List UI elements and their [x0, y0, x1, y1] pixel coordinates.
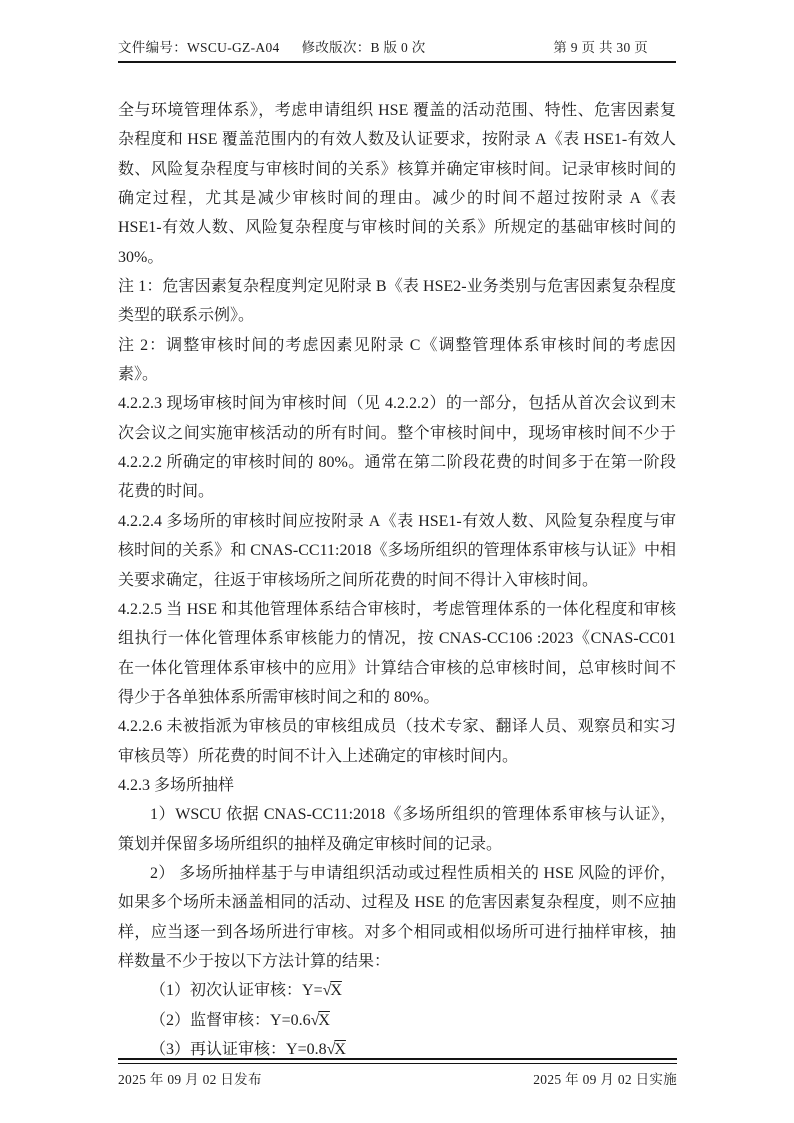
formula-label: （2）监督审核：	[150, 1011, 271, 1029]
sqrt-sign: √	[322, 982, 332, 1000]
release-date: 2025 年 09 月 02 日发布	[118, 1072, 262, 1087]
sqrt-sign: √	[310, 1011, 320, 1029]
page-header	[118, 36, 676, 63]
sqrt-radicand: X	[330, 982, 342, 1000]
paragraph-continuation: 全与环境管理体系》，考虑申请组织 HSE 覆盖的活动范围、特性、危害因素复杂程度和 HSE 覆盖范围内的有效人数及认证要求，按附录 A《表 HSE1-有效人数、风险复杂程度与审核时间的关系》核算并确定审核时间。记录审核时间的确定过程，尤其是减少审核时间的理由。减少的时间不超过按附录 A《表 HSE1-有效人数、风险复杂程度与审核时间的关系》所规定的基础审核时间的 30%。	[118, 102, 676, 266]
note-1: 注 1：危害因素复杂程度判定见附录 B《表 HSE2-业务类别与危害因素复杂程度类型的联系示例》。	[118, 278, 676, 325]
footer-rule	[118, 1058, 677, 1064]
header-rule	[118, 61, 676, 63]
doc-number: 文件编号：WSCU-GZ-A04	[118, 40, 280, 55]
clause-4-2-2-3: 4.2.2.3 现场审核时间为审核时间（见 4.2.2.2）的一部分，包括从首次会议到末次会议之间实施审核活动的所有时间。整个审核时间中，现场审核时间不少于 4.2.2.2 所确定的审核时间的 80%。通常在第二阶段花费的时间多于在第一阶段花费的时间。	[118, 395, 676, 501]
formula-lhs: Y=0.8	[286, 1041, 327, 1058]
page-footer	[118, 1068, 677, 1088]
formula-label: （1）初次认证审核：	[150, 982, 303, 1000]
clause-4-2-2-4: 4.2.2.4 多场所的审核时间应按附录 A《表 HSE1-有效人数、风险复杂程度与审核时间的关系》和 CNAS-CC11:2018《多场所组织的管理体系审核与认证》中相关要求确定，往返于审核场所之间所花费的时间不得计入审核时间。	[118, 512, 676, 589]
formula-initial-certification	[118, 976, 676, 1005]
clause-4-2-2-6: 4.2.2.6 未被指派为审核员的审核组成员（技术专家、翻译人员、观察员和实习审核员等）所花费的时间不计入上述确定的审核时间内。	[118, 718, 676, 765]
clause-4-2-3-heading: 4.2.3 多场所抽样	[118, 776, 235, 794]
list-item-1: 1）WSCU 依据 CNAS-CC11:2018《多场所组织的管理体系审核与认证》，策划并保留多场所组织的抽样及确定审核时间的记录。	[118, 806, 676, 853]
list-item-2: 2） 多场所抽样基于与申请组织活动或过程性质相关的 HSE 风险的评价，如果多个场所未涵盖相同的活动、过程及 HSE 的危害因素复杂程度，则不应抽样，应当逐一到各场所进行审核。对多个相同或相似场所可进行抽样审核，抽样数量不少于按以下方法计算的结果：	[118, 864, 676, 970]
implement-date: 2025 年 09 月 02 日实施	[533, 1072, 677, 1087]
page-number: 第 9 页 共 30 页	[553, 40, 648, 55]
formula-surveillance	[118, 1006, 676, 1035]
note-2: 注 2：调整审核时间的考虑因素见附录 C《调整管理体系审核时间的考虑因素》。	[118, 336, 676, 384]
sqrt-radicand: X	[318, 1011, 330, 1029]
formula-lhs: Y=0.6	[270, 1011, 311, 1029]
header-row	[118, 36, 676, 56]
formula-lhs: Y=	[302, 982, 323, 1000]
sqrt-radicand: X	[334, 1041, 346, 1058]
document-body	[118, 96, 676, 1064]
clause-4-2-2-5: 4.2.2.5 当 HSE 和其他管理体系结合审核时，考虑管理体系的一体化程度和审核组执行一体化管理体系审核能力的情况，按 CNAS-CC106 :2023《CNAS-CC01 在一体化管理体系审核中的应用》计算结合审核的总审核时间，总审核时间不得少于各单独体系所需审核时间之和的 80%。	[118, 600, 676, 706]
sqrt-sign: √	[326, 1041, 336, 1058]
formula-label: （3）再认证审核：	[150, 1041, 287, 1058]
revision-label: 修改版次：B 版 0 次	[301, 40, 426, 55]
